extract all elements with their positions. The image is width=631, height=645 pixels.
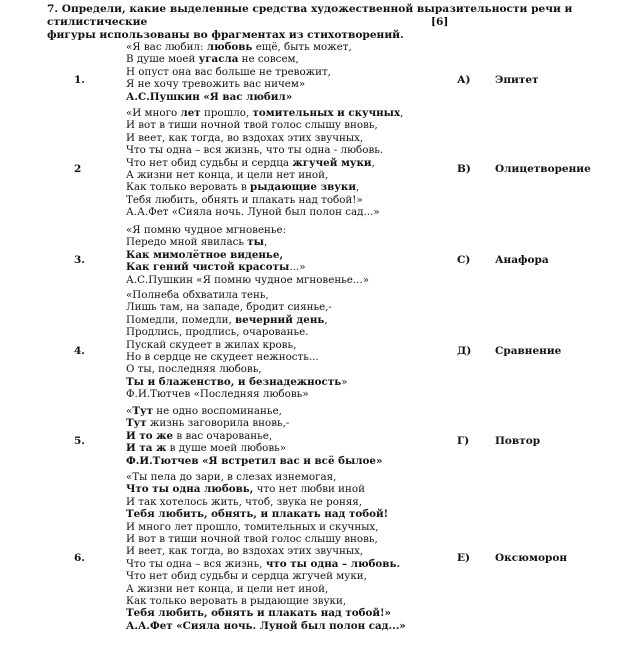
option-letter: В)	[457, 163, 471, 175]
poem-line: Продлись, продлись, очарованье.	[126, 326, 309, 339]
row-number: 3.	[74, 254, 85, 266]
poem-line: Ф.И.Тютчев «Последняя любовь»	[126, 388, 309, 401]
poem-line: Н опуст она вас больше не тревожит,	[126, 65, 331, 78]
poem-line: Передо мной явилась ты,	[126, 236, 268, 249]
option-term: Оксюморон	[495, 552, 568, 564]
row-number: 2	[74, 163, 82, 175]
poem-line: Помедли, помедли, вечерний день,	[126, 313, 328, 326]
poem-line: А.С.Пушкин «Я вас любил»	[126, 90, 293, 103]
task-score: [6]	[431, 16, 449, 28]
option-letter: Г)	[457, 435, 470, 447]
poem-line: И вот в тиши ночной твой голос слышу вновь,	[126, 533, 378, 546]
poem-line: «Полнеба обхватила тень,	[126, 289, 269, 301]
row-number: 1.	[74, 74, 85, 86]
row-number: 5.	[74, 435, 85, 447]
poem-line: Что нет обид судьбы и сердца жгучей муки,	[126, 156, 375, 169]
poem-line: В душе моей угасла не совсем,	[126, 53, 299, 66]
poem-line: А.А.Фет «Сияла ночь. Луной был полон сад...»	[126, 619, 406, 632]
task-title-line1: 7. Определи, какие выделенные средства художественной выразительности речи и стилистические	[47, 3, 573, 28]
poem-line: Тут жизнь заговорила вновь,-	[126, 417, 290, 430]
poem-line: Как только веровать в рыдающие звуки,	[126, 181, 360, 194]
option-term: Анафора	[495, 254, 549, 266]
poem-line: Что ты одна любовь, что нет любви иной	[126, 483, 365, 496]
option-letter: Е)	[457, 552, 470, 564]
poem-fragment	[126, 289, 446, 401]
poem-line: Что ты одна – вся жизнь, что ты одна – любовь.	[126, 557, 401, 570]
poem-line: «И много лет прошло, томительных и скучных,	[126, 107, 404, 119]
poem-line: Что нет обид судьбы и сердца жгучей муки,	[126, 570, 367, 583]
poem-line: Как гений чистой красоты...»	[126, 261, 306, 274]
task-title-line2: фигуры использованы во фрагментах из стихотворений.	[47, 29, 404, 41]
option-term: Повтор	[495, 435, 541, 447]
poem-line: Я не хочу тревожить вас ничем»	[126, 78, 306, 91]
poem-line: А.А.Фет «Сияла ночь. Луной был полон сад...»	[126, 206, 380, 219]
poem-fragment	[126, 405, 446, 467]
poem-fragment	[126, 107, 446, 219]
poem-line: «Я вас любил: любовь ещё, быть может,	[126, 41, 352, 53]
poem-line: Тебя любить, обнять и плакать над тобой!»	[126, 193, 363, 206]
poem-line: И так хотелось жить, чтоб, звука не роняя,	[126, 495, 363, 508]
option-term: Сравнение	[495, 345, 562, 357]
poem-line: Как мимолётное виденье,	[126, 248, 284, 261]
task-header	[47, 3, 627, 42]
poem-line: Лишь там, на западе, бродит сиянье,-	[126, 301, 332, 314]
poem-line: Но в сердце не скудеет нежность...	[126, 351, 319, 364]
option-letter: А)	[457, 74, 471, 86]
poem-line: Что ты одна – вся жизнь, что ты одна - любовь.	[126, 144, 384, 157]
poem-fragment	[126, 41, 446, 103]
poem-fragment	[126, 224, 446, 286]
option-letter: Д)	[457, 345, 472, 357]
poem-line: И веет, как тогда, во вздохах этих звучных,	[126, 545, 364, 558]
poem-line: И веет, как тогда, во вздохах этих звучных,	[126, 131, 364, 144]
row-number: 6.	[74, 552, 85, 564]
poem-line: «Я помню чудное мгновенье:	[126, 224, 287, 236]
option-term: Олицетворение	[495, 163, 591, 175]
poem-fragment	[126, 471, 446, 632]
poem-line: «Ты пела до зари, в слезах изнемогая,	[126, 471, 337, 483]
poem-line: О ты, последняя любовь,	[126, 363, 262, 376]
poem-line: Ф.И.Тютчев «Я встретил вас и всё былое»	[126, 454, 383, 467]
poem-line: И вот в тиши ночной твой голос слышу вновь,	[126, 119, 378, 132]
option-term: Эпитет	[495, 74, 539, 86]
poem-line: Тебя любить, обнять, и плакать над тобой!	[126, 508, 389, 521]
poem-line: Ты и блаженство, и безнадежность»	[126, 375, 348, 388]
poem-line: Тебя любить, обнять и плакать над тобой!»	[126, 607, 391, 620]
poem-line: А.С.Пушкин «Я помню чудное мгновенье...»	[126, 273, 370, 286]
poem-line: И та ж в душе моей любовь»	[126, 442, 287, 455]
poem-line: А жизни нет конца, и цели нет иной,	[126, 169, 329, 182]
poem-line: Как только веровать в рыдающие звуки,	[126, 595, 347, 608]
poem-line: А жизни нет конца, и цели нет иной,	[126, 582, 329, 595]
poem-line: И то же в вас очарованье,	[126, 429, 273, 442]
poem-line: «Тут не одно воспоминанье,	[126, 405, 282, 417]
poem-line: Пускай скудеет в жилах кровь,	[126, 338, 297, 351]
option-letter: С)	[457, 254, 471, 266]
row-number: 4.	[74, 345, 85, 357]
poem-line: И много лет прошло, томительных и скучных,	[126, 520, 379, 533]
